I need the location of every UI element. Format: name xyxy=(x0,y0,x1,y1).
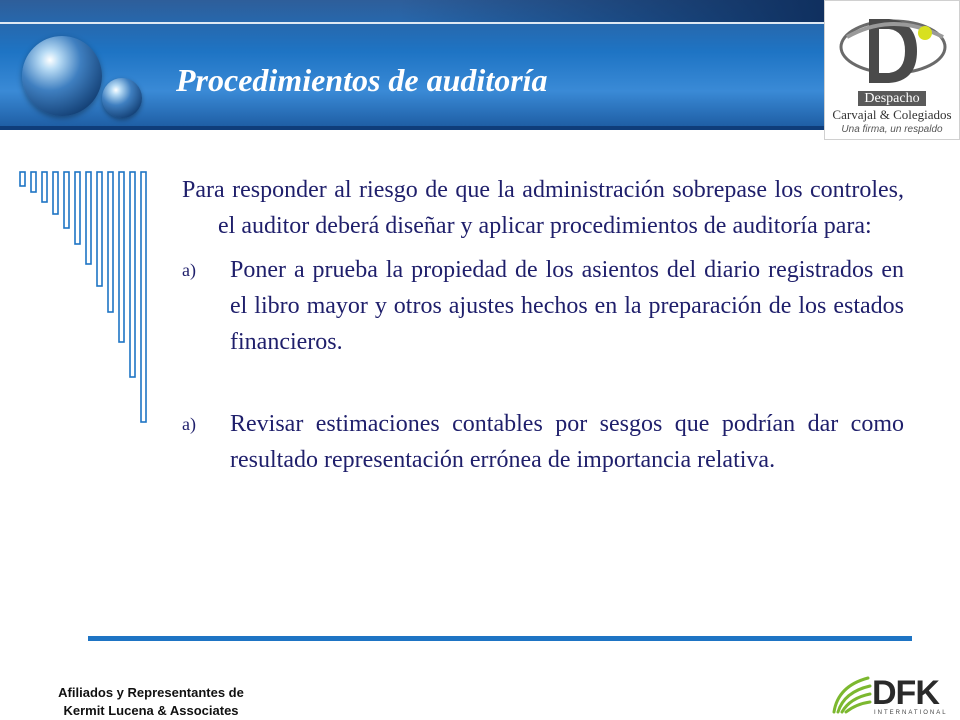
dfk-logo xyxy=(828,672,958,718)
firm-logo xyxy=(824,0,960,140)
slide-title: Procedimientos de auditoría xyxy=(176,62,548,98)
decorative-bars xyxy=(18,170,158,430)
header-top-line xyxy=(0,22,830,24)
footer-line2: Kermit Lucena & Associates xyxy=(63,703,239,718)
dfk-leaf-icon xyxy=(828,672,874,716)
logo-line1: Despacho xyxy=(825,91,959,107)
footer-divider xyxy=(88,636,912,641)
logo-tagline: Una firma, un respaldo xyxy=(841,124,943,135)
dfk-subtitle: INTERNATIONAL xyxy=(874,710,948,716)
slide-body xyxy=(182,172,904,478)
dfk-wordmark: DFK xyxy=(872,674,939,712)
list-item-text: Poner a prueba la propiedad de los asientos del diario registrados en el libro mayor y otros ajustes hechos en la preparación de los estados financieros. xyxy=(230,257,904,355)
list-marker: a) xyxy=(182,414,196,434)
header-shade xyxy=(400,0,830,22)
footer-affiliation xyxy=(46,684,256,720)
decorative-sphere-small xyxy=(102,78,142,118)
logo-line2: Carvajal & Colegiados xyxy=(832,107,952,122)
firm-emblem-icon xyxy=(839,7,947,93)
footer-line1: Afiliados y Representantes de xyxy=(58,685,244,700)
list-marker: a) xyxy=(182,260,196,280)
intro-paragraph: Para responder al riesgo de que la administración sobrepase los controles, el auditor deberá diseñar y aplicar procedimientos de auditoría para: xyxy=(182,177,904,239)
list-item-text: Revisar estimaciones contables por sesgos que podrían dar como resultado representación errónea de importancia relativa. xyxy=(230,411,904,473)
decorative-sphere-large xyxy=(22,36,102,116)
list-item xyxy=(182,406,904,478)
list-item xyxy=(182,252,904,360)
header-bottom-line xyxy=(0,126,830,130)
